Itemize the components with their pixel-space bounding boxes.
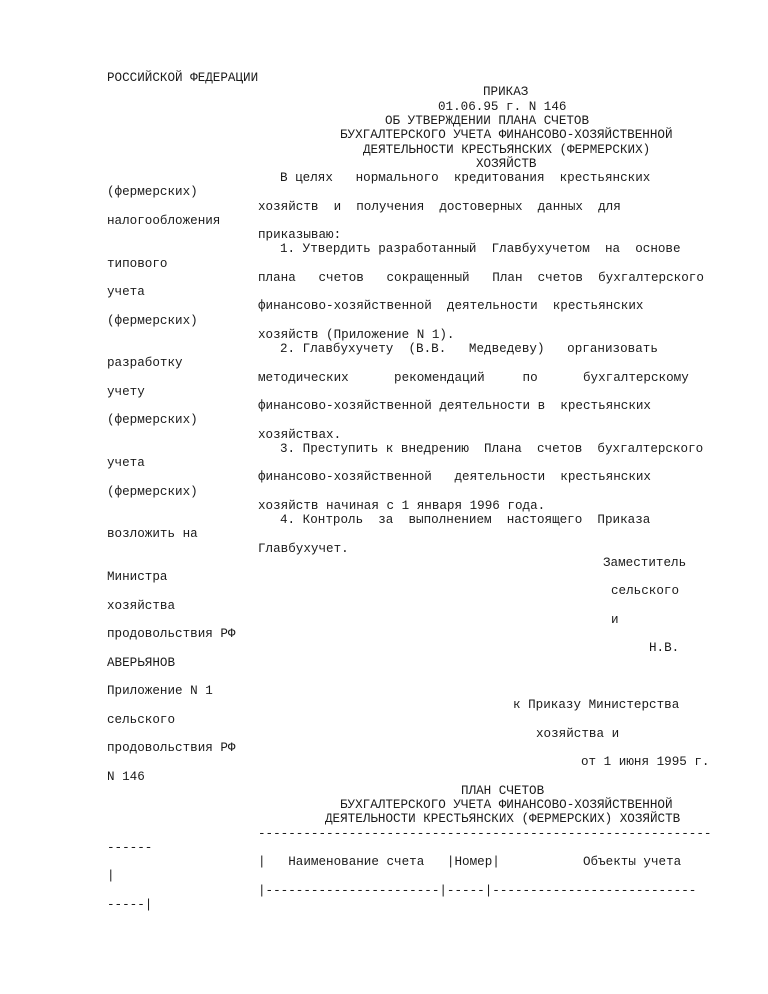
- signature-block: Заместитель: [603, 556, 687, 570]
- body-text-line: финансово-хозяйственной деятельности крестьянских: [258, 299, 644, 313]
- appendix-reference: сельского: [107, 713, 176, 727]
- signature-block: хозяйства: [107, 599, 176, 613]
- body-text-line: хозяйств и получения достоверных данных для: [258, 200, 621, 214]
- body-text-line: разработку: [107, 356, 183, 370]
- order-item-3: 3. Преступить к внедрению Плана счетов бухгалтерского: [280, 442, 704, 456]
- body-text-line: типового: [107, 257, 168, 271]
- order-item-2: 2. Главбухучету (В.В. Медведеву) организовать: [280, 342, 658, 356]
- body-text-line: (фермерских): [107, 185, 198, 199]
- order-date-number: 01.06.95 г. N 146: [438, 100, 567, 114]
- body-text-line: Главбухучет.: [258, 542, 349, 556]
- appendix-title: Приложение N 1: [107, 684, 213, 698]
- body-text-line: (фермерских): [107, 413, 198, 427]
- order-subject-line: ХОЗЯЙСТВ: [476, 157, 537, 171]
- table-border: ------------------------------------------------------------: [258, 827, 712, 841]
- body-text-line: хозяйствах.: [258, 428, 342, 442]
- body-text-line: учета: [107, 456, 145, 470]
- doc-header-federation: РОССИЙСКОЙ ФЕДЕРАЦИИ: [107, 71, 259, 85]
- signature-block: продовольствия РФ: [107, 627, 236, 641]
- plan-subtitle: ДЕЯТЕЛЬНОСТИ КРЕСТЬЯНСКИХ (ФЕРМЕРСКИХ) ХОЗЯЙСТВ: [325, 812, 681, 826]
- body-text-line: хозяйств (Приложение N 1).: [258, 328, 455, 342]
- body-text-line: плана счетов сокращенный План счетов бухгалтерского: [258, 271, 704, 285]
- signature-block: Министра: [107, 570, 168, 584]
- appendix-reference: к Приказу Министерства: [513, 698, 680, 712]
- body-text-line: методических рекомендаций по бухгалтерскому: [258, 371, 689, 385]
- body-text-line: возложить на: [107, 527, 198, 541]
- order-subject-line: ОБ УТВЕРЖДЕНИИ ПЛАНА СЧЕТОВ: [385, 114, 590, 128]
- table-header-row: | Наименование счета |Номер| Объекты учета: [258, 855, 682, 869]
- table-border: |: [107, 869, 115, 883]
- table-border: -----|: [107, 898, 153, 912]
- body-text-line: учета: [107, 285, 145, 299]
- signature-block: сельского: [611, 584, 680, 598]
- order-item-4: 4. Контроль за выполнением настоящего Приказа: [280, 513, 651, 527]
- table-border: ------: [107, 841, 153, 855]
- body-text-line: налогообложения: [107, 214, 221, 228]
- appendix-reference: N 146: [107, 770, 145, 784]
- signer-surname: АВЕРЬЯНОВ: [107, 656, 176, 670]
- signature-block: и: [611, 613, 619, 627]
- plan-subtitle: БУХГАЛТЕРСКОГО УЧЕТА ФИНАНСОВО-ХОЗЯЙСТВЕННОЙ: [340, 798, 673, 812]
- appendix-reference: от 1 июня 1995 г.: [581, 755, 710, 769]
- order-subject-line: ДЕЯТЕЛЬНОСТИ КРЕСТЬЯНСКИХ (ФЕРМЕРСКИХ): [363, 143, 651, 157]
- table-border: |-----------------------|-----|---------------------------: [258, 884, 697, 898]
- body-text-line: приказываю:: [258, 228, 342, 242]
- body-text-line: финансово-хозяйственной деятельности в крестьянских: [258, 399, 651, 413]
- body-text-line: В целях нормального кредитования крестьянских: [280, 171, 651, 185]
- body-text-line: учету: [107, 385, 145, 399]
- order-title: ПРИКАЗ: [483, 85, 529, 99]
- appendix-reference: продовольствия РФ: [107, 741, 236, 755]
- order-subject-line: БУХГАЛТЕРСКОГО УЧЕТА ФИНАНСОВО-ХОЗЯЙСТВЕННОЙ: [340, 128, 673, 142]
- appendix-reference: хозяйства и: [536, 727, 620, 741]
- plan-title: ПЛАН СЧЕТОВ: [461, 784, 545, 798]
- body-text-line: (фермерских): [107, 485, 198, 499]
- signer-initials: Н.В.: [649, 641, 680, 655]
- body-text-line: финансово-хозяйственной деятельности крестьянских: [258, 470, 651, 484]
- body-text-line: (фермерских): [107, 314, 198, 328]
- body-text-line: хозяйств начиная с 1 января 1996 года.: [258, 499, 546, 513]
- order-item-1: 1. Утвердить разработанный Главбухучетом на основе: [280, 242, 681, 256]
